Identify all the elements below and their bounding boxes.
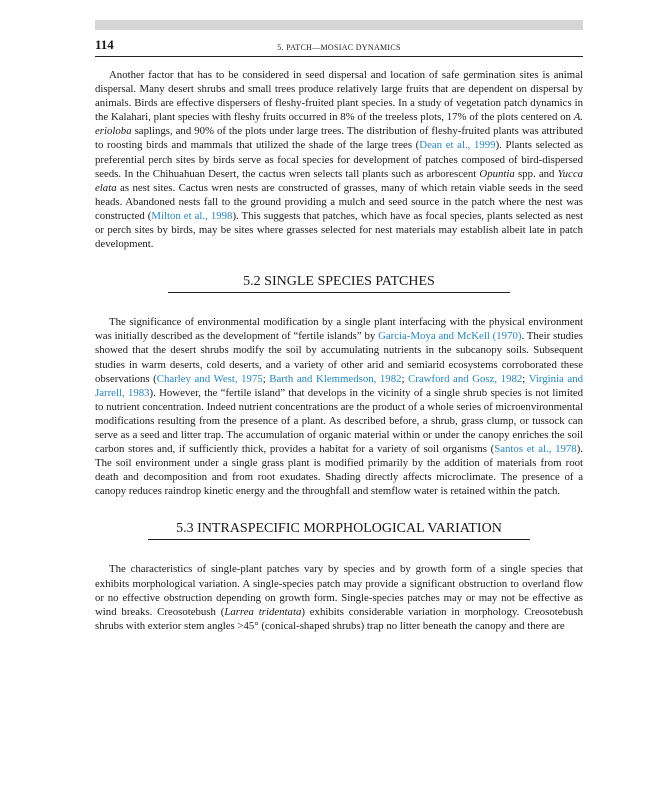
- citation-link[interactable]: Garcia-Moya and McKell (1970): [378, 330, 522, 343]
- top-shade-bar: [95, 20, 583, 30]
- page-number: 114: [95, 37, 114, 52]
- page-header: [95, 34, 583, 57]
- citation-link[interactable]: Milton et al., 1998: [151, 209, 233, 222]
- citation-link[interactable]: Virginia and Jarrell, 1983: [95, 372, 583, 399]
- species-name: Larrea tridentata: [224, 605, 302, 618]
- species-name: A. erioloba: [95, 111, 583, 138]
- section-heading-5-2: [95, 273, 583, 293]
- book-page: [95, 20, 583, 633]
- citation-link[interactable]: Barth and Klemmedson, 1982: [269, 372, 402, 385]
- species-name: Yucca elata: [95, 167, 584, 194]
- citation-link[interactable]: Charley and West, 1975: [156, 372, 263, 385]
- citation-link[interactable]: Crawford and Gosz, 1982: [408, 372, 523, 385]
- section-title: 5.2 SINGLE SPECIES PATCHES: [168, 273, 510, 293]
- citation-link[interactable]: Santos et al., 1978: [494, 443, 577, 456]
- paragraph-fertile-islands: The significance of environmental modification by a single plant interfacing with the physical environment was initially described as the development of “fertile islands” by Garcia-Moya and McKell (1970). Their studies showed that the desert shrubs modify the soil by accumulating nutrients in the subcanopy soils. Subsequent studies in warm deserts, cold deserts, and a variety of other arid and semiarid ecosystems corroborated these observations (Charley and West, 1975; Barth and Klemmedson, 1982; Crawford and Gosz, 1982; Virginia and Jarrell, 1983). However, the “fertile island” that develops in the vicinity of a single shrub species is not limited to nutrient concentration. Indeed nutrient concentrations are the product of a whole series of microenvironmental modifications resulting from the presence of a plant. As described before, a shrub, grass clump, or tussock can serve as a seed and litter trap. The accumulation of organic material within or under the canopy enriches the soil carbon stores and, if sufficiently thick, provides a habitat for a variety of soil organisms (Santos et al., 1978). The soil environment under a single grass plant is modified primarily by the addition of materials from root death and decomposition and from root exudates. Shading directly affects microclimate. The presence of a canopy reduces raindrop kinetic energy and the throughfall and stemflow water is retained within the patch.: [95, 316, 584, 498]
- section-heading-5-3: [95, 520, 583, 540]
- paragraph-animal-dispersal: Another factor that has to be considered in seed dispersal and location of safe germination sites is animal dispersal. Many desert shrubs and small trees produce relatively large fruits that are dependent on dispersal by animals. Birds are effective dispersers of fleshy-fruited plant species. In a study of vegetation patch dynamics in the Kalahari, plant species with fleshy fruits occurred in 8% of the treeless plots, 17% of the plots centered on A. erioloba saplings, and 90% of the plots under large trees. The distribution of fleshy-fruited plants was attributed to roosting birds and mammals that utilized the shade of the large trees (Dean et al., 1999). Plants selected as preferential perch sites by birds serve as focal species for development of patches composed of bird-dispersed seeds. In the Chihuahuan Desert, the cactus wren selects tall plants such as arborescent Opuntia spp. and Yucca elata as nest sites. Cactus wren nests are constructed of grasses, many of which retain viable seeds in the seed heads. Abandoned nests fall to the ground providing a mulch and seed source in the patch where the nest was constructed (Milton et al., 1998). This suggests that patches, which have as focal species, plants selected as nest or perch sites by birds, may be sites where grasses selected for nest materials may establish albeit late in patch development.: [95, 69, 584, 251]
- species-name: Opuntia: [479, 167, 515, 180]
- citation-link[interactable]: Dean et al., 1999: [419, 139, 496, 152]
- running-head: 5. PATCH—MOSIAC DYNAMICS: [277, 43, 401, 52]
- section-title: 5.3 INTRASPECIFIC MORPHOLOGICAL VARIATION: [148, 520, 530, 540]
- paragraph-morphological-variation: The characteristics of single-plant patches vary by species and by growth form of a single species that exhibits morphological variation. A single-species patch may provide a significant obstruction to overland flow or no effective obstruction depending on growth form. Single-species patches may or may not be effective as wind breaks. Creosotebush (Larrea tridentata) exhibits considerable variation in morphology. Creosotebush shrubs with exterior stem angles >45° (conical-shaped shrubs) trap no litter beneath the canopy and there are: [95, 563, 583, 632]
